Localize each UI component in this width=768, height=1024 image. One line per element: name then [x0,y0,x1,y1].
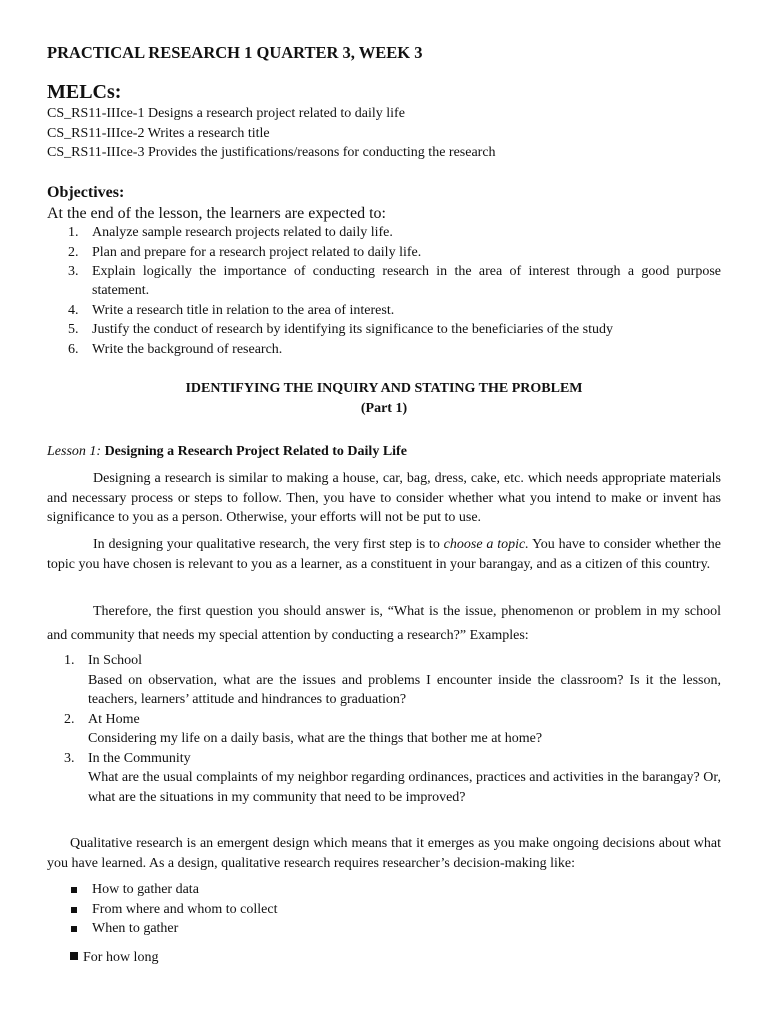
objective-number: 1. [68,225,79,240]
section-part: (Part 1) [360,401,408,416]
example-number: 2. [64,711,75,727]
melc-item: CS_RS11-IIIce-1 Designs a research project related to daily life [47,106,405,121]
examples-list [47,651,721,807]
square-bullet-icon [71,907,77,913]
objective-number: 2. [68,244,79,260]
page-title: PRACTICAL RESEARCH 1 QUARTER 3, WEEK 3 [47,43,423,62]
objective-item [47,223,721,242]
objective-text: Plan and prepare for a research project related to daily life. [92,244,422,260]
melcs-list [47,104,496,163]
objective-item [47,262,721,300]
example-label: At Home [88,711,140,727]
objective-item [47,320,721,339]
objective-number: 3. [68,264,79,279]
paragraph-designing: Designing a research is similar to making a house, car, bag, dress, cake, etc. which needs appropriate materials and necessary process or steps to follow. Then, you have to consider whether what you intend to make or invent has significance to you as a person. Otherwise, your efforts will not be put to use. [47,471,721,525]
objective-number: 4. [68,302,79,318]
paragraph-text: In designing your qualitative research, the very first step is to [93,537,444,552]
objective-item [47,301,721,320]
objective-item [47,340,721,359]
decision-item [47,919,277,939]
paragraph-qualitative: Qualitative research is an emergent design which means that it emerges as you make ongoing decisions about what you have learned. As a design, qualitative research requires researcher’s decision-making like: [47,836,721,871]
melcs-heading: MELCs: [47,81,122,103]
example-text: What are the usual complaints of my neighbor regarding ordinances, practices and activities in the barangay? Or, what are the situations in my community that need to be improved? [88,770,721,805]
objective-text: Explain logically the importance of conducting research in the area of interest through a good purpose statement. [92,264,721,298]
emphasis-text: choose a topic. [443,537,529,552]
paragraph-text: You have to consider whether the topic you have chosen is relevant to you as a learner, as a constituent in your barangay, and as a citizen of this country. [47,537,721,572]
decisions-list [47,880,277,939]
melc-item: CS_RS11-IIIce-3 Provides the justifications/reasons for conducting the research [47,145,496,160]
decision-text: When to gather [92,921,179,936]
decision-item-last [70,948,158,967]
example-item [47,749,721,808]
objective-number: 6. [68,341,79,357]
square-bullet-icon [71,926,77,932]
objectives-heading: Objectives: [47,184,125,201]
example-label: In the Community [88,750,191,766]
objective-text: Write a research title in relation to the area of interest. [92,302,395,318]
lesson-heading [47,442,407,461]
example-text: Considering my life on a daily basis, what are the things that bother me at home? [88,731,543,746]
paragraph-choose-topic [47,535,721,574]
decision-item [47,900,277,920]
lesson-title: Designing a Research Project Related to Daily Life [104,444,407,459]
objectives-list [47,223,721,359]
melc-item: CS_RS11-IIIce-2 Writes a research title [47,125,270,141]
example-item [47,710,721,749]
example-number: 3. [64,750,75,766]
objectives-intro: At the end of the lesson, the learners are expected to: [47,205,386,222]
section-title: IDENTIFYING THE INQUIRY AND STATING THE PROBLEM [185,381,583,396]
decision-text: For how long [83,950,159,965]
objective-text: Write the background of research. [92,341,283,357]
decision-text: From where and whom to collect [92,901,278,917]
example-item [47,651,721,710]
example-number: 1. [64,653,75,668]
square-bullet-icon [70,952,78,960]
objective-text: Analyze sample research projects related to daily life. [92,225,393,240]
decision-item [47,880,277,900]
lesson-label: Lesson 1: [47,444,102,459]
paragraph-first-question: Therefore, the first question you should answer is, “What is the issue, phenomenon or problem in my school and community that needs my special attention by conducting a research?” Examples: [47,604,721,643]
section-heading [47,379,721,419]
example-label: In School [88,653,143,668]
objective-number: 5. [68,322,79,337]
decision-text: How to gather data [92,882,199,897]
objective-item [47,243,721,262]
square-bullet-icon [71,887,77,893]
objective-text: Justify the conduct of research by identifying its significance to the beneficiaries of the study [92,322,613,337]
example-text: Based on observation, what are the issues and problems I encounter inside the classroom? Is it the lesson, teachers, learners’ attitude and hindrances to graduation? [88,672,721,707]
